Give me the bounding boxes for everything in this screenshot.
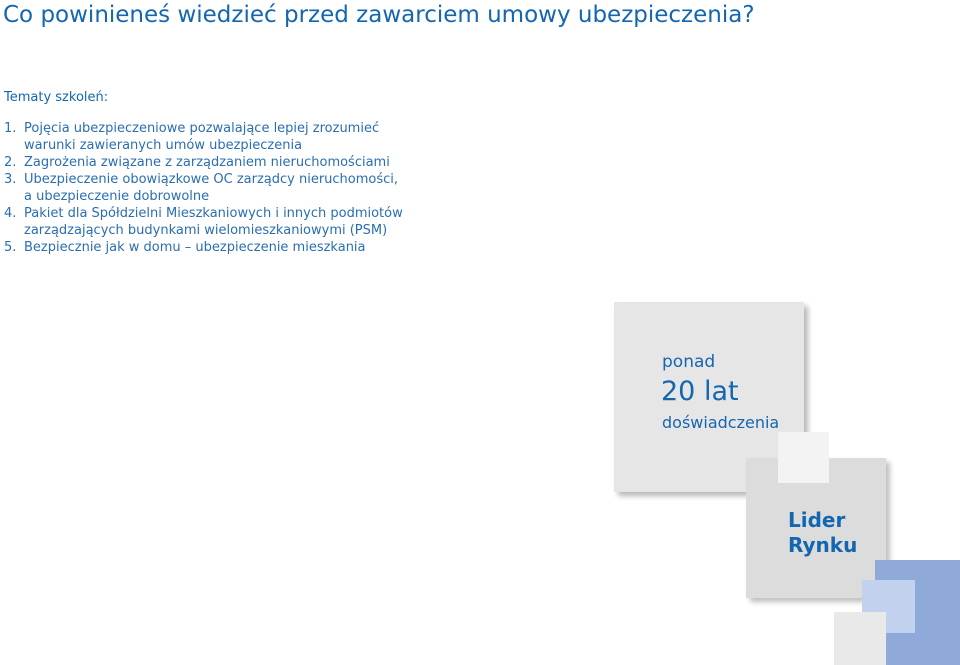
list-item-line: zarządzających budynkami wielomieszkaniowymi (PSM) (24, 223, 388, 238)
topics-label: Tematy szkoleń: (4, 90, 109, 105)
experience-value: 20 lat (661, 376, 739, 407)
list-item-number: 1. (4, 121, 17, 136)
list-item-line: Bezpiecznie jak w domu – ubezpieczenie mieszkania (24, 240, 366, 255)
decorative-square-gray (834, 612, 886, 665)
market-leader-line-2: Rynku (788, 533, 858, 557)
list-item (4, 171, 403, 205)
experience-prefix: ponad (662, 352, 716, 372)
list-item-number: 3. (4, 172, 17, 187)
list-item-number: 5. (4, 240, 17, 255)
list-item-line: Pakiet dla Spółdzielni Mieszkaniowych i innych podmiotów (24, 206, 403, 221)
list-item (4, 239, 403, 256)
list-item-line: Pojęcia ubezpieczeniowe pozwalające lepiej zrozumieć (24, 121, 380, 136)
decorative-square (778, 432, 829, 483)
market-leader-label (788, 508, 857, 558)
experience-suffix: doświadczenia (662, 413, 780, 432)
list-item-line: Ubezpieczenie obowiązkowe OC zarządcy nieruchomości, (24, 172, 399, 187)
list-item-number: 4. (4, 206, 17, 221)
list-item-line: warunki zawieranych umów ubezpieczenia (24, 138, 303, 153)
topics-list (4, 120, 403, 256)
list-item-number: 2. (4, 155, 17, 170)
list-item (4, 120, 403, 154)
market-leader-line-1: Lider (788, 508, 846, 532)
list-item-line: Zagrożenia związane z zarządzaniem nieruchomościami (24, 155, 390, 170)
list-item (4, 205, 403, 239)
list-item (4, 154, 403, 171)
list-item-line: a ubezpieczenie dobrowolne (24, 189, 210, 204)
page-title: Co powinieneś wiedzieć przed zawarciem umowy ubezpieczenia? (3, 2, 755, 28)
